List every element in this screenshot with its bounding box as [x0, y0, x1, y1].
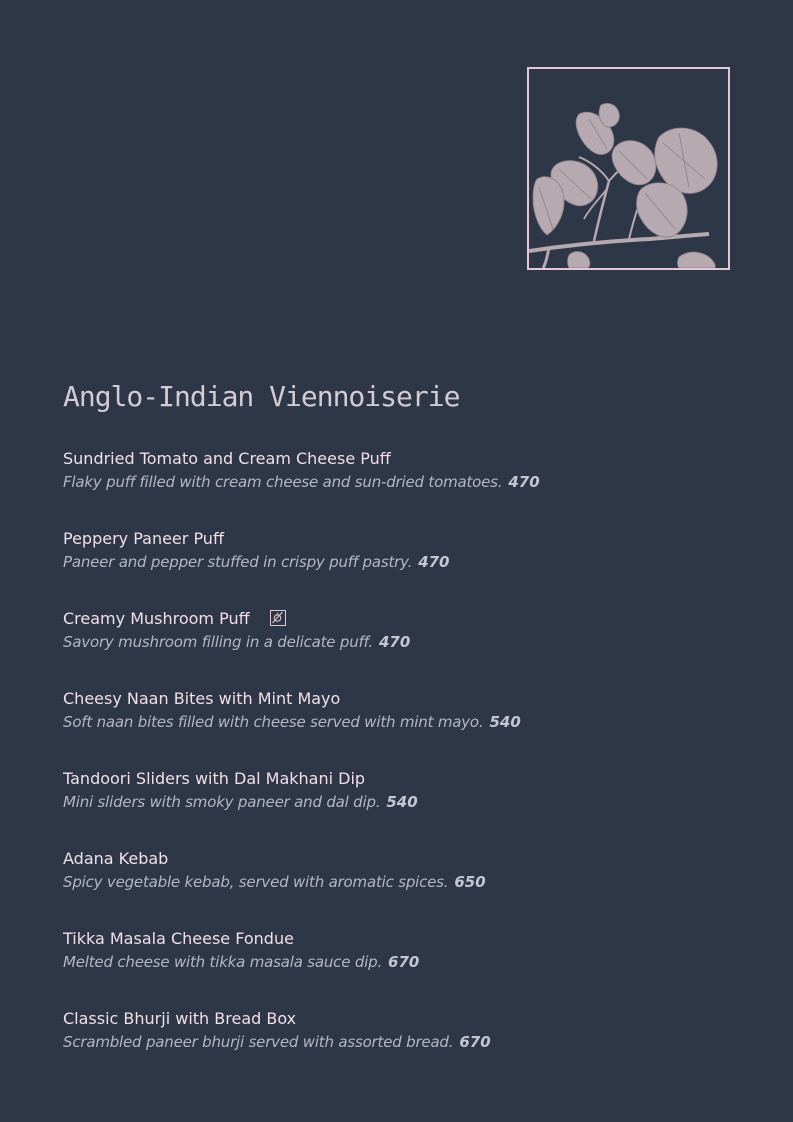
menu-item-name: Adana Kebab — [63, 848, 169, 868]
menu-item — [63, 527, 753, 607]
section-title: Anglo-Indian Viennoiserie — [63, 380, 460, 413]
menu-item — [63, 1007, 753, 1087]
menu-item-price: 540 — [489, 713, 521, 731]
menu-item — [63, 687, 753, 767]
menu-item-description: Melted cheese with tikka masala sauce dip. — [63, 953, 383, 971]
menu-item-price: 670 — [388, 953, 420, 971]
menu-item-description: Spicy vegetable kebab, served with aromatic spices. — [63, 873, 449, 891]
menu-item-name: Peppery Paneer Puff — [63, 528, 224, 548]
menu-item-name: Tikka Masala Cheese Fondue — [63, 928, 294, 948]
menu-item-price: 470 — [378, 633, 411, 651]
menu-item-price: 540 — [386, 793, 418, 811]
menu-item-price: 470 — [508, 473, 540, 491]
menu-item — [63, 847, 753, 927]
no-allium-icon — [270, 610, 286, 626]
menu-item-description: Soft naan bites filled with cheese served with mint mayo. — [63, 713, 484, 731]
menu-item-description: Savory mushroom filling in a delicate puff. — [63, 633, 373, 651]
menu-item-description: Flaky puff filled with cream cheese and sun-dried tomatoes. — [63, 473, 503, 491]
menu-item-description: Paneer and pepper stuffed in crispy puff pastry. — [63, 553, 413, 571]
menu-list — [63, 447, 753, 1087]
menu-item — [63, 447, 753, 527]
menu-item — [63, 767, 753, 847]
menu-item-price: 650 — [454, 873, 486, 891]
menu-item — [63, 927, 753, 1007]
leaf-branch-illustration — [529, 69, 728, 268]
decorative-illustration-frame — [527, 67, 730, 270]
menu-item-description: Mini sliders with smoky paneer and dal dip. — [63, 793, 381, 811]
menu-item-name: Sundried Tomato and Cream Cheese Puff — [63, 448, 391, 468]
menu-item-price: 470 — [418, 553, 450, 571]
menu-item-name: Cheesy Naan Bites with Mint Mayo — [63, 688, 341, 708]
menu-item-name: Classic Bhurji with Bread Box — [63, 1008, 297, 1028]
menu-item-description: Scrambled paneer bhurji served with assorted bread. — [63, 1033, 454, 1051]
menu-item-name: Tandoori Sliders with Dal Makhani Dip — [63, 768, 366, 788]
menu-item-name: Creamy Mushroom Puff — [63, 608, 250, 628]
menu-item — [63, 607, 753, 687]
menu-item-price: 670 — [459, 1033, 491, 1051]
